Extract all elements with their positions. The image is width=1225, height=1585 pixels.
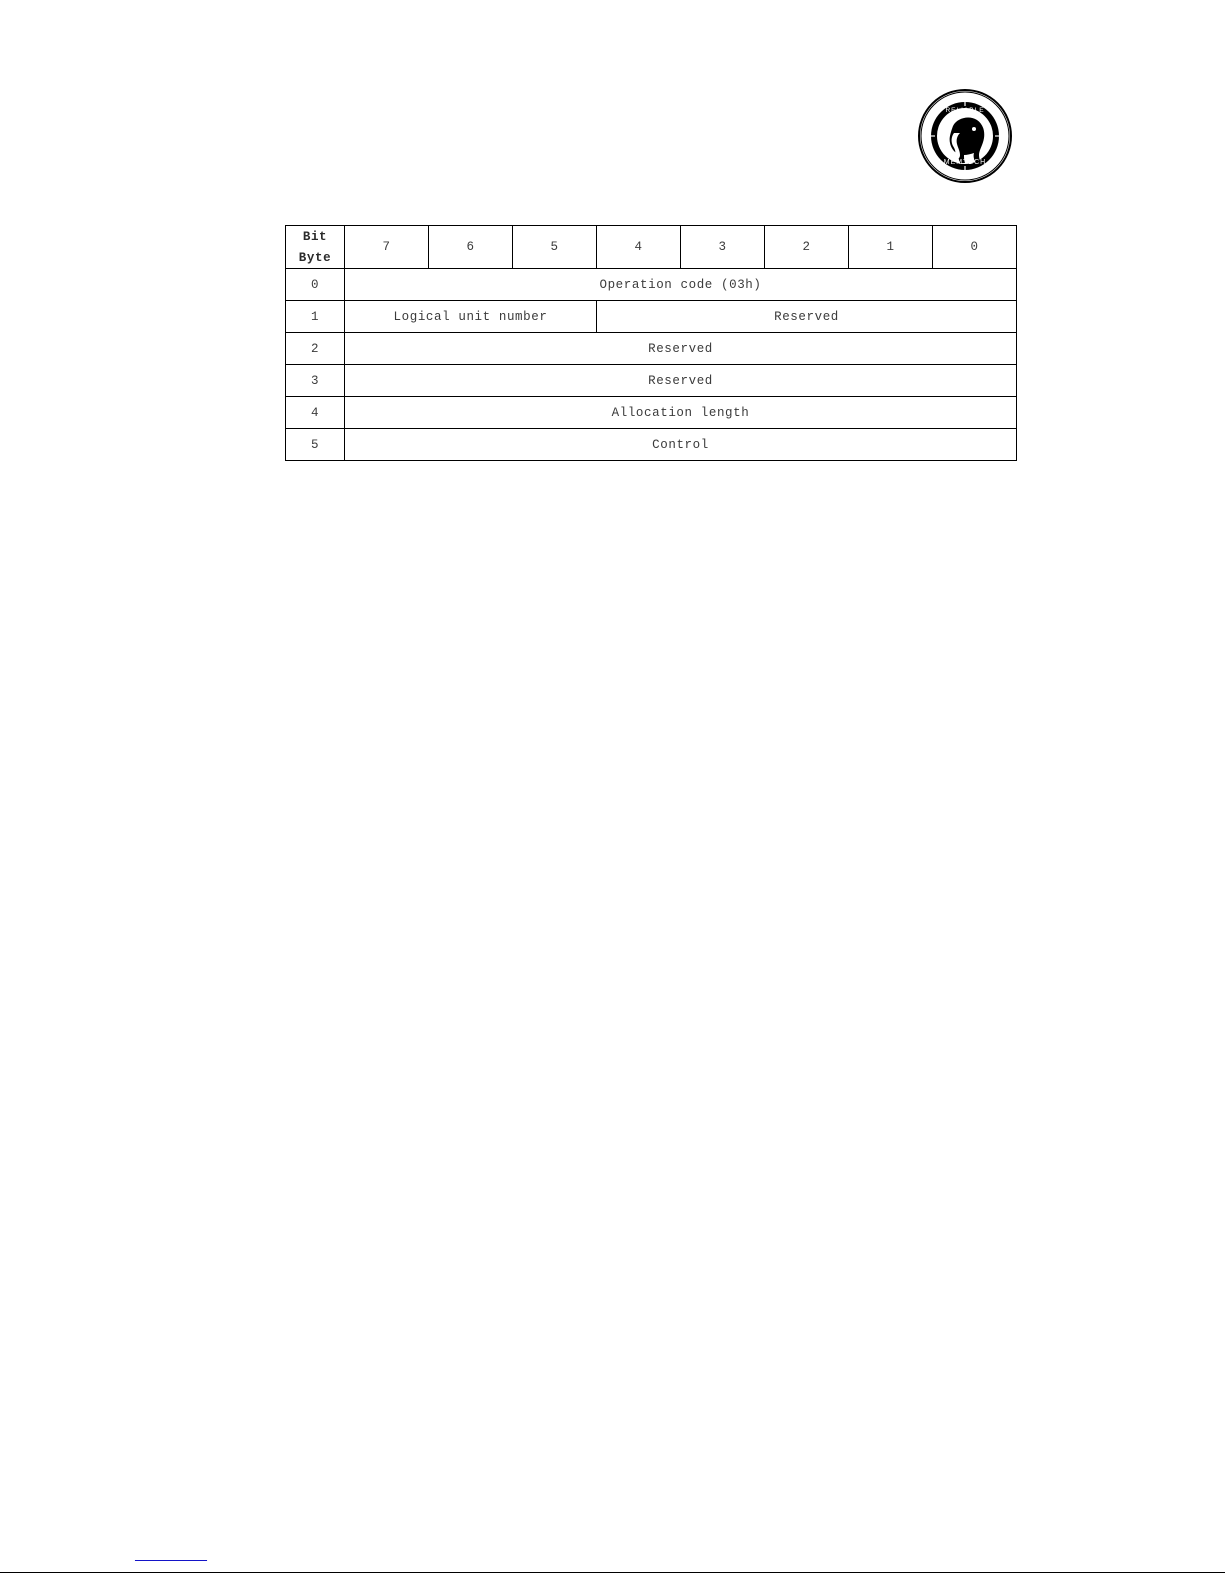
table-row: [286, 429, 1017, 461]
bit-header-5: 5: [513, 226, 597, 269]
field-cell: Logical unit number: [345, 301, 597, 333]
field-cell: Reserved: [345, 365, 1017, 397]
svg-text:RELIABLE: RELIABLE: [945, 107, 985, 114]
byte-index: 4: [286, 397, 345, 429]
bit-byte-corner-cell: [286, 226, 345, 269]
field-cell: Reserved: [597, 301, 1017, 333]
field-cell: Reserved: [345, 333, 1017, 365]
bit-header-7: 7: [345, 226, 429, 269]
bit-label: Bit: [302, 230, 328, 244]
byte-index: 0: [286, 269, 345, 301]
bit-header-4: 4: [597, 226, 681, 269]
table-row: [286, 301, 1017, 333]
cdb-table: [285, 225, 1017, 461]
byte-index: 1: [286, 301, 345, 333]
bit-header-2: 2: [765, 226, 849, 269]
field-cell: Control: [345, 429, 1017, 461]
bit-header-6: 6: [429, 226, 513, 269]
cdb-table-container: [285, 225, 1008, 461]
table-row: [286, 397, 1017, 429]
byte-index: 2: [286, 333, 345, 365]
byte-index: 3: [286, 365, 345, 397]
table-header-row: [286, 226, 1017, 269]
bit-header-3: 3: [681, 226, 765, 269]
byte-index: 5: [286, 429, 345, 461]
table-row: [286, 365, 1017, 397]
field-cell: Operation code (03h): [345, 269, 1017, 301]
footer-link[interactable]: ____________: [135, 1548, 207, 1562]
bit-header-0: 0: [933, 226, 1017, 269]
table-row: [286, 269, 1017, 301]
bit-header-1: 1: [849, 226, 933, 269]
footer-divider: [0, 1572, 1225, 1573]
field-cell: Allocation length: [345, 397, 1017, 429]
memtech-elephant-logo: [917, 88, 1013, 184]
table-row: [286, 333, 1017, 365]
byte-label: Byte: [298, 251, 332, 265]
svg-text:MEMTECH: MEMTECH: [943, 159, 987, 166]
